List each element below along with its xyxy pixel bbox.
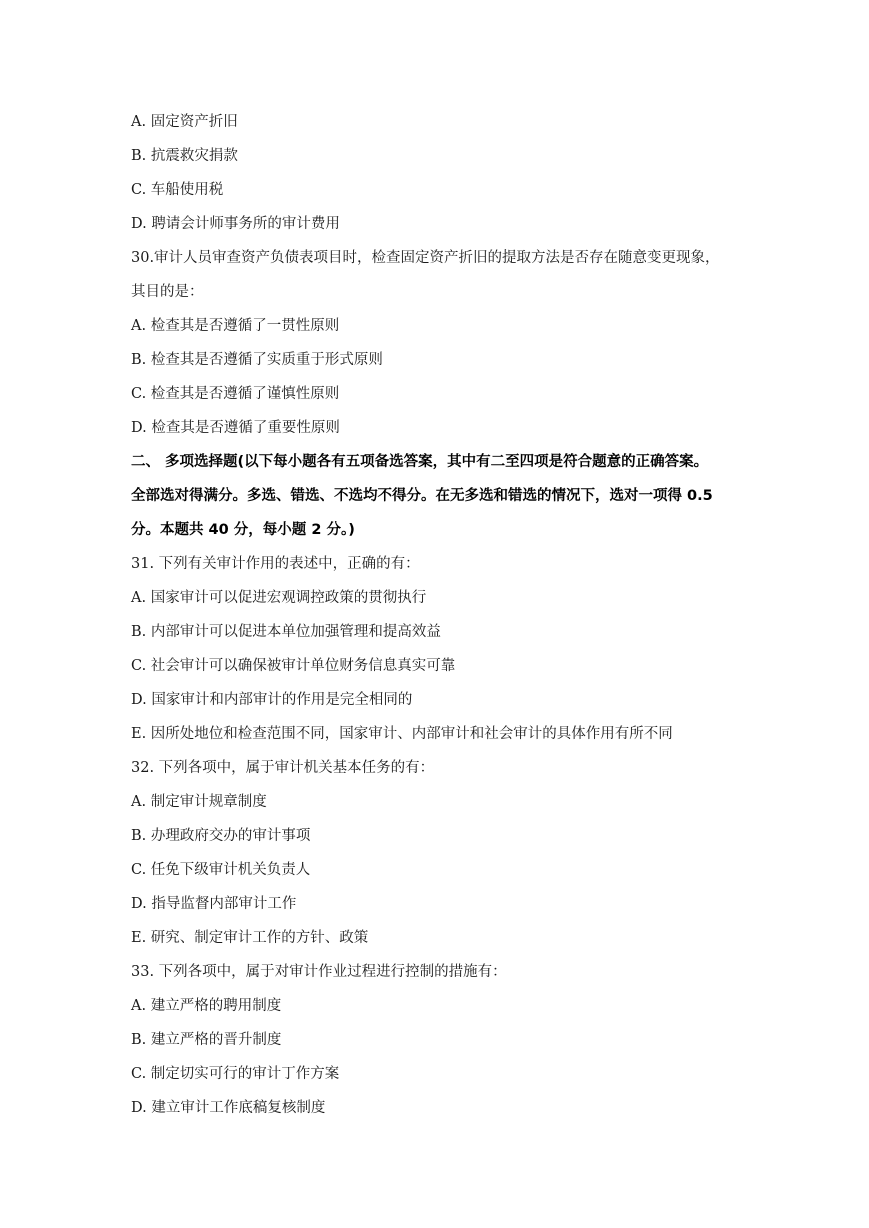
option-line: D. 国家审计和内部审计的作用是完全相同的 — [131, 692, 413, 708]
option-line: D. 聘请会计师事务所的审计费用 — [131, 216, 340, 232]
section-heading-line: 分。本题共 40 分，每小题 2 分。) — [131, 522, 355, 538]
section-heading-line: 全部选对得满分。多选、错选、不选均不得分。在无多选和错选的情况下，选对一项得 0.5 — [131, 488, 713, 504]
option-line: A. 固定资产折旧 — [131, 114, 238, 130]
option-line: E. 研究、制定审计工作的方针、政策 — [131, 930, 369, 946]
option-line: D. 检查其是否遵循了重要性原则 — [131, 420, 340, 436]
option-line: C. 制定切实可行的审计丁作方案 — [131, 1066, 340, 1082]
option-line: B. 建立严格的晋升制度 — [131, 1032, 282, 1048]
option-line: A. 建立严格的聘用制度 — [131, 998, 282, 1014]
option-line: B. 抗震救灾捐款 — [131, 148, 238, 164]
question-31-line: 31. 下列有关审计作用的表述中，正确的有： — [131, 556, 420, 572]
option-line: C. 社会审计可以确保被审计单位财务信息真实可靠 — [131, 658, 456, 674]
option-line: B. 检查其是否遵循了实质重于形式原则 — [131, 352, 383, 368]
question-30-line: 其目的是： — [131, 284, 204, 300]
option-line: C. 任免下级审计机关负责人 — [131, 862, 311, 878]
option-line: A. 国家审计可以促进宏观调控政策的贯彻执行 — [131, 590, 427, 606]
option-line: D. 建立审计工作底稿复核制度 — [131, 1100, 326, 1116]
option-line: E. 因所处地位和检查范围不同，国家审计、内部审计和社会审计的具体作用有所不同 — [131, 726, 673, 742]
section-heading-line: 二、 多项选择题(以下每小题各有五项备选答案，其中有二至四项是符合题意的正确答案。 — [131, 454, 709, 470]
document-body — [131, 109, 751, 1129]
option-line: D. 指导监督内部审计工作 — [131, 896, 297, 912]
option-line: A. 制定审计规章制度 — [131, 794, 267, 810]
option-line: A. 检查其是否遵循了一贯性原则 — [131, 318, 340, 334]
option-line: C. 车船使用税 — [131, 182, 224, 198]
option-line: C. 检查其是否遵循了谨慎性原则 — [131, 386, 340, 402]
question-33-line: 33. 下列各项中，属于对审计作业过程进行控制的措施有： — [131, 964, 507, 980]
question-32-line: 32. 下列各项中，属于审计机关基本任务的有： — [131, 760, 435, 776]
question-30-line: 30.审计人员审查资产负债表项目时，检查固定资产折旧的提取方法是否存在随意变更现象， — [131, 250, 720, 266]
option-line: B. 内部审计可以促进本单位加强管理和提高效益 — [131, 624, 441, 640]
option-line: B. 办理政府交办的审计事项 — [131, 828, 311, 844]
